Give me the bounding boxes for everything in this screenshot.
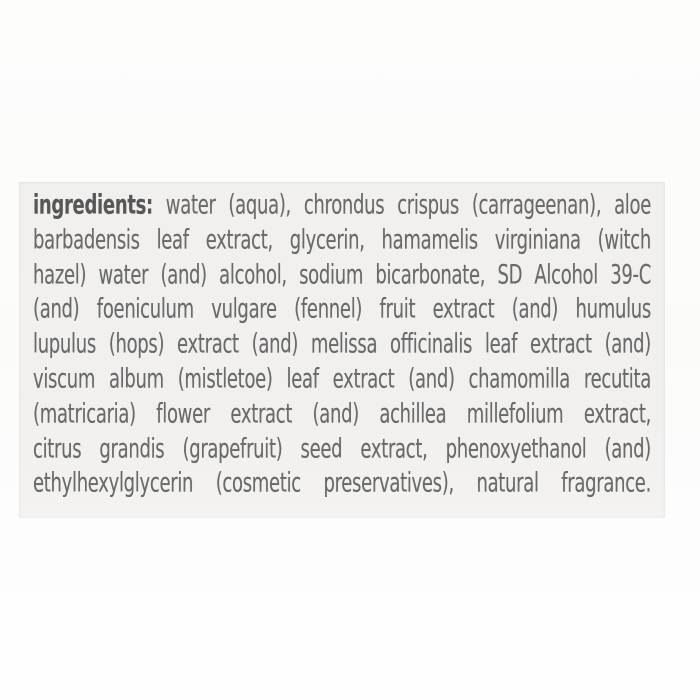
ingredients-heading: ingredients: [33, 189, 153, 221]
ingredients-line: barbadensis leaf extract, glycerin, hamamelis virginiana (witch [33, 224, 651, 256]
ingredients-text [33, 189, 651, 502]
ingredients-line: viscum album (mistletoe) leaf extract (and) chamomilla recutita [33, 363, 651, 395]
ingredients-line: citrus grandis (grapefruit) seed extract, phenoxyethanol (and) [33, 432, 651, 465]
ingredients-line: hazel) water (and) alcohol, sodium bicarbonate, SD Alcohol 39-C [33, 258, 651, 291]
product-label [19, 182, 665, 518]
ingredients-line: (and) foeniculum vulgare (fennel) fruit extract (and) humulus [33, 293, 651, 326]
ingredients-line: lupulus (hops) extract (and) melissa officinalis leaf extract (and) [33, 328, 651, 360]
ingredients-line: ethylhexylglycerin (cosmetic preservatives), natural fragrance. [33, 467, 651, 500]
ingredients-line: (matricaria) flower extract (and) achillea millefolium extract, [33, 398, 651, 430]
ingredients-line-text: water (aqua), chrondus crispus (carrageenan), aloe [165, 189, 651, 221]
